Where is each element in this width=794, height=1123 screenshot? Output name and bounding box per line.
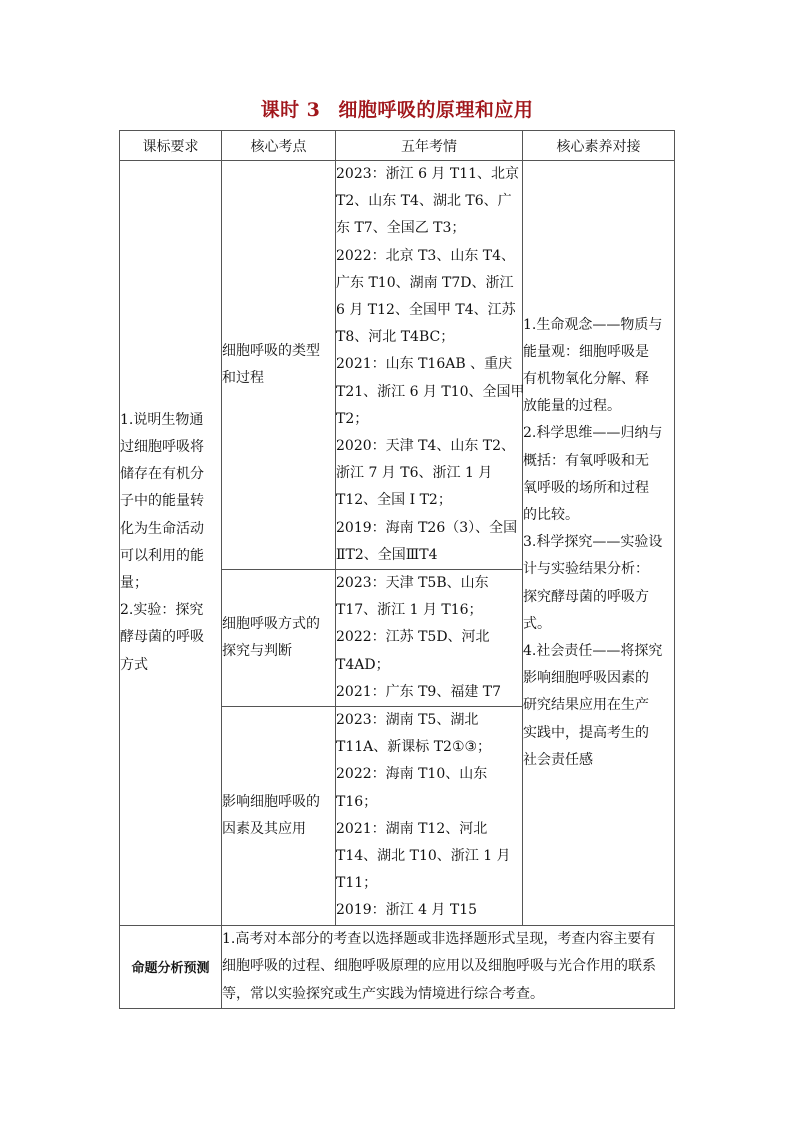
header-core-topics: 核心考点 <box>222 131 336 161</box>
requirement-line: 1.说明生物通 <box>120 411 204 428</box>
header-five-year-exams: 五年考情 <box>336 131 523 161</box>
header-row <box>120 131 675 161</box>
exam-line: T14、湖北 T10、浙江 1 月 <box>336 848 511 865</box>
exam-line: T2； <box>336 410 369 427</box>
requirement-line: 酵母菌的呼吸 <box>120 629 204 646</box>
topic-cell <box>222 570 336 707</box>
exam-line: T2、山东 T4、湖北 T6、广 <box>336 193 512 210</box>
exam-line: 2022：海南 T10、山东 <box>336 766 488 783</box>
exam-line: T17、浙江 1 月 T16； <box>336 602 483 619</box>
literacy-line: 概括：有氧呼吸和无 <box>523 452 649 469</box>
requirement-line: 过细胞呼吸将 <box>120 439 204 456</box>
exam-cell <box>336 707 523 926</box>
topic-line: 和过程 <box>222 370 264 387</box>
exam-cell <box>336 161 523 570</box>
header-requirements: 课标要求 <box>120 131 222 161</box>
exam-line: T11A、新课标 T2①③； <box>336 739 492 756</box>
analysis-line: 等，常以实验探究或生产实践为情境进行综合考查。 <box>222 985 544 1002</box>
analysis-text <box>222 925 675 1009</box>
exam-line: T4AD； <box>336 656 390 673</box>
exam-line: 2021：山东 T16AB 、重庆 <box>336 356 513 373</box>
requirements-cell <box>120 161 222 926</box>
requirement-line: 量； <box>120 575 148 592</box>
literacy-cell <box>523 161 675 926</box>
literacy-line: 实践中，提高考生的 <box>523 724 649 741</box>
header-core-literacy: 核心素养对接 <box>523 131 675 161</box>
exam-line: T8、河北 T4BC； <box>336 329 455 346</box>
literacy-line: 计与实验结果分析： <box>523 561 649 578</box>
exam-line: 广东 T10、湖南 T7D、浙江 <box>336 274 514 291</box>
analysis-row <box>120 925 675 1009</box>
exam-line: 浙江 7 月 T6、浙江 1 月 <box>336 465 493 482</box>
analysis-line: 细胞呼吸的过程、细胞呼吸原理的应用以及细胞呼吸与光合作用的联系 <box>222 958 656 975</box>
lesson-topic: 细胞呼吸的原理和应用 <box>338 99 534 121</box>
topic-cell <box>222 707 336 926</box>
literacy-line: 1.生命观念——物质与 <box>523 316 663 333</box>
literacy-line: 氧呼吸的场所和过程 <box>523 479 649 496</box>
exam-line: 2019：海南 T26（3）、全国 <box>336 519 518 536</box>
literacy-line: 3.科学探究——实验设 <box>523 534 663 551</box>
literacy-line: 影响细胞呼吸因素的 <box>523 670 649 687</box>
literacy-line: 研究结果应用在生产 <box>523 697 649 714</box>
exam-line: T21、浙江 6 月 T10、全国甲 <box>336 383 525 400</box>
exam-line: 2021：广东 T9、福建 T7 <box>336 683 502 700</box>
exam-line: 2021：湖南 T12、河北 <box>336 820 488 837</box>
exam-line: 2023：浙江 6 月 T11、北京 <box>336 166 520 182</box>
requirement-line: 方式 <box>120 656 148 673</box>
requirement-line: 可以利用的能 <box>120 547 204 564</box>
literacy-line: 放能量的过程。 <box>523 398 621 415</box>
page-title <box>0 95 794 122</box>
exam-line: 东 T7、全国乙 T3； <box>336 220 466 237</box>
exam-line: ⅡT2、全国ⅢT4 <box>336 546 438 563</box>
literacy-line: 2.科学思维——归纳与 <box>523 425 663 442</box>
exam-cell <box>336 570 523 707</box>
requirement-line: 化为生命活动 <box>120 520 204 537</box>
topic-cell <box>222 161 336 570</box>
exam-line: T12、全国 I T2； <box>336 492 452 509</box>
lesson-number: 课时 3 <box>260 99 321 121</box>
literacy-line: 有机物氧化分解、释 <box>523 371 649 388</box>
exam-line: 2019：浙江 4 月 T15 <box>336 902 478 919</box>
requirement-line: 2.实验：探究 <box>120 602 204 619</box>
curriculum-table <box>119 130 675 1009</box>
requirement-line: 储存在有机分 <box>120 466 204 483</box>
literacy-line: 探究酵母菌的呼吸方 <box>523 588 649 605</box>
topic-line: 影响细胞呼吸的 <box>222 793 320 810</box>
exam-line: 2022：北京 T3、山东 T4、 <box>336 247 516 264</box>
exam-line: 2022：江苏 T5D、河北 <box>336 629 490 646</box>
literacy-line: 社会责任感 <box>523 751 593 768</box>
topic-line: 因素及其应用 <box>222 820 306 837</box>
exam-line: 6 月 T12、全国甲 T4、江苏 <box>336 302 516 319</box>
literacy-line: 能量观：细胞呼吸是 <box>523 343 649 360</box>
topic-line: 探究与判断 <box>222 643 292 660</box>
requirement-line: 子中的能量转 <box>120 493 204 510</box>
exam-line: 2023：湖南 T5、湖北 <box>336 712 479 729</box>
exam-line: 2020：天津 T4、山东 T2、 <box>336 438 516 455</box>
exam-line: T16； <box>336 793 378 810</box>
analysis-label: 命题分析预测 <box>120 925 222 1009</box>
analysis-line: 1.高考对本部分的考查以选择题或非选择题形式呈现，考查内容主要有 <box>222 930 656 947</box>
topic-line: 细胞呼吸的类型 <box>222 342 320 359</box>
topic-line: 细胞呼吸方式的 <box>222 615 320 632</box>
literacy-line: 4.社会责任——将探究 <box>523 643 663 660</box>
literacy-line: 式。 <box>523 615 551 632</box>
exam-line: T11； <box>336 875 378 892</box>
table-row <box>120 161 675 570</box>
exam-line: 2023：天津 T5B、山东 <box>336 575 489 592</box>
literacy-line: 的比较。 <box>523 507 579 524</box>
